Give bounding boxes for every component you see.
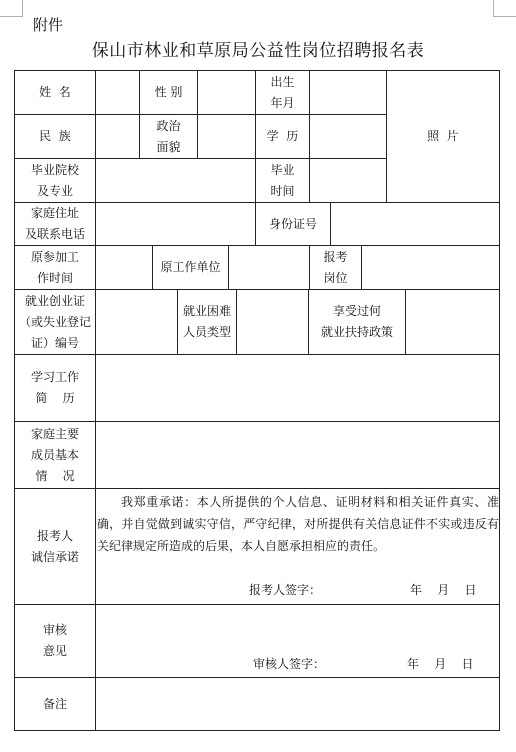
label-employment-certificate: 就业创业证 （或失业登记 证）编号 [18,293,91,350]
label-birth-date: 出生 年月 [270,74,295,110]
label-id-number: 身份证号 [268,216,317,231]
label-education: 学 历 [266,129,299,143]
reviewer-signature-label: 审核人签字： [253,657,326,671]
applicant-signature-date: 年 月 日 [410,583,477,597]
label-work-start-date: 原参加工 作时间 [30,249,79,285]
page-title: 保山市林业和草原局公益性岗位招聘报名表 [91,41,425,61]
label-graduation-date: 毕业 时间 [270,162,295,198]
reviewer-signature-date: 年 月 日 [407,657,474,671]
label-address-phone: 家庭住址 及联系电话 [24,206,85,241]
pledge-statement: 我郑重承诺：本人所提供的个人信息、证明材料和相关证件真实、准确，并自觉做到诚实守信，严守纪律，对所提供有关信息证件不实或违反有关纪律规定所造成的后果，本人自愿承担相应的责任。 [97,495,499,553]
label-integrity-pledge: 报考人 诚信承诺 [30,528,79,564]
label-review-opinion: 审核 意见 [42,623,67,658]
label-ethnicity: 民 族 [39,129,71,143]
applicant-signature-label: 报考人签字： [249,583,322,597]
label-applied-post: 报考 岗位 [323,249,348,285]
label-support-policy: 享受过何 就业扶持政策 [320,304,393,339]
label-school-major: 毕业院校 及专业 [30,162,79,198]
label-previous-employer: 原工作单位 [160,260,221,274]
label-study-work-resume: 学习工作 简 历 [30,370,79,405]
annex-label: 附件 [33,16,64,34]
label-family-members: 家庭主要 成员基本 情 况 [30,426,79,483]
label-name: 姓 名 [39,85,71,99]
label-remarks: 备注 [42,696,67,711]
label-gender: 性 别 [154,85,183,99]
label-political-status: 政治 面貌 [156,118,181,154]
label-photo: 照 片 [427,129,459,143]
label-hardship-type: 就业困难 人员类型 [182,304,231,339]
